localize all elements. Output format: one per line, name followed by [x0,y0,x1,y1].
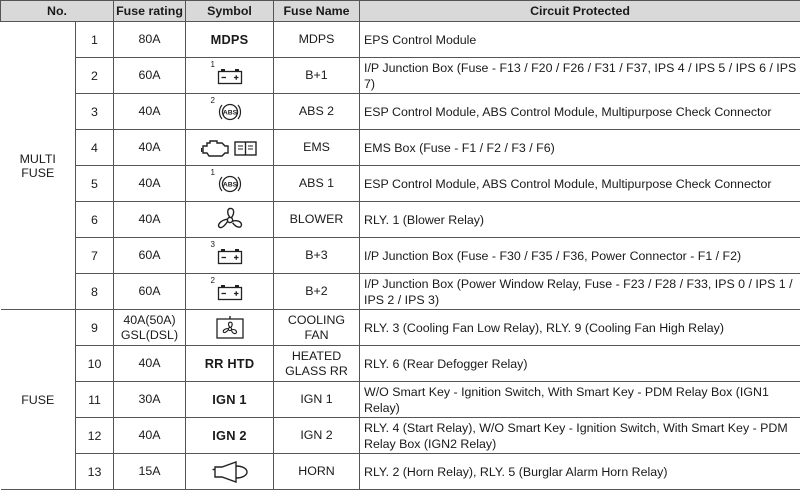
symbol-label: IGN 1 [212,392,246,407]
fuse-rating: 15A [114,454,186,490]
table-row [1,382,800,418]
header-no: No. [1,1,114,22]
fuse-name: COOLING FAN [274,310,360,346]
fuse-name: MDPS [274,22,360,58]
circuit-protected: I/P Junction Box (Fuse - F13 / F20 / F26 / F31 / F37, IPS 4 / IPS 5 / IPS 6 / IPS 7) [360,58,800,94]
fuse-symbol [186,94,274,130]
fuse-number: 8 [76,274,114,310]
circuit-protected: RLY. 1 (Blower Relay) [360,202,800,238]
fuse-name: BLOWER [274,202,360,238]
fuse-symbol [186,166,274,202]
symbol-label: IGN 2 [212,428,246,443]
fuse-number: 2 [76,58,114,94]
cooling-fan-icon [215,314,245,342]
circuit-protected: RLY. 3 (Cooling Fan Low Relay), RLY. 9 (Cooling Fan High Relay) [360,310,800,346]
header-circuit-protected: Circuit Protected [360,1,800,22]
fuse-symbol [186,274,274,310]
header-symbol: Symbol [186,1,274,22]
fan-icon [216,206,244,234]
fuse-symbol [186,202,274,238]
fuse-name: ABS 1 [274,166,360,202]
circuit-protected: I/P Junction Box (Power Window Relay, Fuse - F23 / F28 / F33, IPS 0 / IPS 1 / IPS 2 / IPS 3) [360,274,800,310]
svg-text:ABS: ABS [222,110,237,117]
fuse-number: 12 [76,418,114,454]
fuse-number: 9 [76,310,114,346]
fuse-name: HEATED GLASS RR [274,346,360,382]
symbol-index: 1 [211,169,215,177]
fuse-name: IGN 1 [274,382,360,418]
fuse-number: 5 [76,166,114,202]
group-label-multi-fuse: MULTI FUSE [1,22,76,310]
fuse-symbol [186,22,274,58]
fuse-rating: 60A [114,238,186,274]
fuse-rating: 40A [114,202,186,238]
fuse-name: ABS 2 [274,94,360,130]
circuit-protected: ESP Control Module, ABS Control Module, Multipurpose Check Connector [360,94,800,130]
fuse-number: 6 [76,202,114,238]
table-row [1,58,800,94]
fuse-name: EMS [274,130,360,166]
fuse-symbol [186,58,274,94]
header-fuse-name: Fuse Name [274,1,360,22]
circuit-protected: EMS Box (Fuse - F1 / F2 / F3 / F6) [360,130,800,166]
fuse-rating: 60A [114,274,186,310]
fuse-rating: 40A [114,166,186,202]
fuse-number: 4 [76,130,114,166]
table-row [1,418,800,454]
symbol-label: MDPS [211,32,249,47]
battery-icon [217,278,243,306]
table-row [1,274,800,310]
fuse-symbol [186,310,274,346]
fuse-number: 11 [76,382,114,418]
fuse-number: 7 [76,238,114,274]
engine-manual-icon [201,134,259,162]
fuse-rating: 40A(50A) GSL(DSL) [114,310,186,346]
fuse-number: 1 [76,22,114,58]
symbol-index: 2 [211,277,215,285]
table-row [1,346,800,382]
symbol-index: 2 [211,97,215,105]
abs-icon [217,98,243,126]
fuse-symbol [186,418,274,454]
fuse-symbol [186,382,274,418]
svg-text:ABS: ABS [222,182,237,189]
table-row [1,166,800,202]
battery-icon [217,62,243,90]
fuse-name: B+2 [274,274,360,310]
header-fuse-rating: Fuse rating [114,1,186,22]
abs-icon [217,170,243,198]
fuse-number: 13 [76,454,114,490]
table-row [1,22,800,58]
fuse-rating: 40A [114,418,186,454]
battery-icon [217,242,243,270]
table-row [1,238,800,274]
symbol-index: 3 [211,241,215,249]
fuse-symbol [186,130,274,166]
symbol-index: 1 [211,61,215,69]
group-label-fuse: FUSE [1,310,76,490]
table-row [1,130,800,166]
circuit-protected: RLY. 6 (Rear Defogger Relay) [360,346,800,382]
fuse-rating: 40A [114,130,186,166]
fuse-rating: 40A [114,346,186,382]
fuse-rating: 40A [114,94,186,130]
circuit-protected: ESP Control Module, ABS Control Module, Multipurpose Check Connector [360,166,800,202]
circuit-protected: RLY. 4 (Start Relay), W/O Smart Key - Ignition Switch, With Smart Key - PDM Relay Box (IGN2 Relay) [360,418,800,454]
fuse-symbol [186,346,274,382]
fuse-number: 3 [76,94,114,130]
fuse-name: IGN 2 [274,418,360,454]
circuit-protected: W/O Smart Key - Ignition Switch, With Smart Key - PDM Relay Box (IGN1 Relay) [360,382,800,418]
fuse-name: B+3 [274,238,360,274]
circuit-protected: EPS Control Module [360,22,800,58]
fuse-symbol [186,238,274,274]
fuse-name: HORN [274,454,360,490]
symbol-label: RR HTD [205,356,255,371]
circuit-protected: RLY. 2 (Horn Relay), RLY. 5 (Burglar Alarm Horn Relay) [360,454,800,490]
table-row [1,94,800,130]
fuse-rating: 60A [114,58,186,94]
fuse-rating: 30A [114,382,186,418]
circuit-protected: I/P Junction Box (Fuse - F30 / F35 / F36, Power Connector - F1 / F2) [360,238,800,274]
fuse-number: 10 [76,346,114,382]
table-row [1,202,800,238]
table-header-row [1,1,800,22]
fuse-rating: 80A [114,22,186,58]
table-row [1,310,800,346]
fuse-name: B+1 [274,58,360,94]
